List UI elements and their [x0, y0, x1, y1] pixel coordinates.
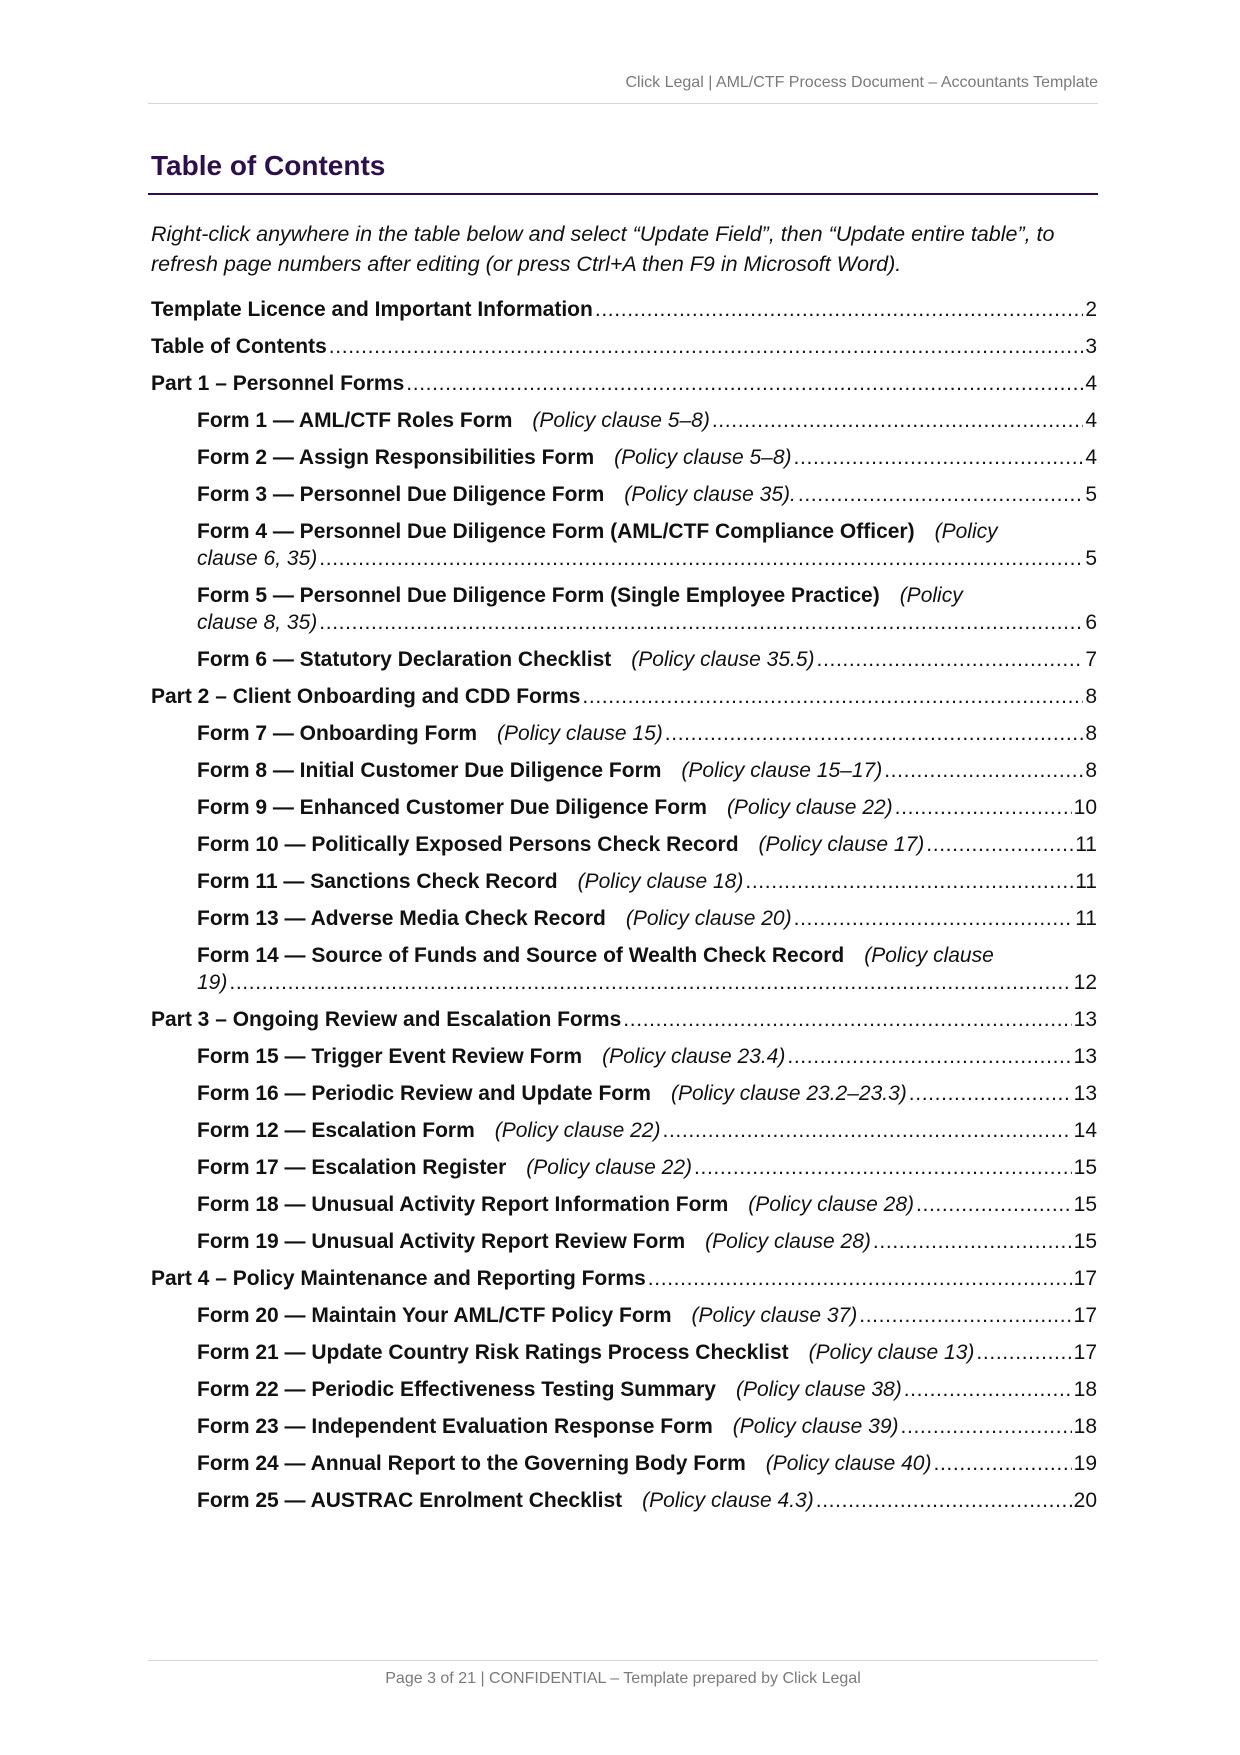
toc-entry-line	[197, 1228, 1097, 1255]
toc-form-entry[interactable]	[197, 757, 1097, 784]
toc-entry-title: Form 2 — Assign Responsibilities Form	[197, 446, 595, 469]
toc-entry-title: Part 4 – Policy Maintenance and Reporting Forms	[151, 1267, 646, 1290]
toc-entry-clause: clause 6, 35)	[197, 547, 318, 570]
toc-entry-line	[197, 545, 1097, 572]
toc-form-entry[interactable]	[197, 582, 1097, 636]
toc-entry-clause: (Policy clause 35.5)	[631, 648, 815, 671]
dot-leader	[319, 545, 1083, 572]
toc-entry-page-number: 8	[1085, 722, 1097, 745]
toc-entry-clause: (Policy clause 4.3)	[642, 1489, 814, 1512]
toc-entry-label	[151, 370, 404, 397]
toc-part-entry[interactable]	[151, 333, 1097, 360]
toc-entry-line	[197, 1376, 1097, 1403]
toc-entry-title: Form 17 — Escalation Register	[197, 1156, 507, 1179]
toc-form-entry[interactable]	[197, 905, 1097, 932]
toc-entry-line	[197, 1154, 1097, 1181]
toc-entry-page-number: 11	[1075, 870, 1097, 893]
toc-entry-clause: 19)	[197, 971, 228, 994]
dot-leader	[648, 1265, 1072, 1292]
toc-entry-line	[197, 481, 1097, 508]
toc-entry-clause: (Policy clause 20)	[625, 907, 792, 930]
toc-entry-label	[197, 1413, 899, 1440]
toc-entry-title: Part 1 – Personnel Forms	[151, 372, 405, 395]
toc-entry-page-number: 4	[1085, 409, 1097, 432]
dot-leader	[229, 969, 1071, 996]
dot-leader	[873, 1228, 1072, 1255]
toc-entry-page-number: 6	[1085, 611, 1097, 634]
toc-entry-page-number: 19	[1073, 1452, 1097, 1475]
toc-entry-page-number: 15	[1073, 1193, 1097, 1216]
toc-entry-page-number: 13	[1073, 1082, 1097, 1105]
toc-entry-line	[197, 1117, 1097, 1144]
toc-entry-title: Form 20 — Maintain Your AML/CTF Policy Form	[197, 1304, 672, 1327]
toc-entry-line	[197, 720, 1097, 747]
toc-entry-label	[197, 1487, 814, 1514]
dot-leader	[926, 831, 1073, 858]
toc-entry-clause: (Policy clause 15–17)	[681, 759, 883, 782]
toc-entry-page-number: 5	[1085, 547, 1097, 570]
toc-part-entry[interactable]	[151, 1006, 1097, 1033]
toc-entry-clause: (Policy clause 22)	[494, 1119, 661, 1142]
toc-entry-title: Form 1 — AML/CTF Roles Form	[197, 409, 513, 432]
dot-leader	[319, 609, 1083, 636]
toc-form-entry[interactable]	[197, 1413, 1097, 1440]
toc-entry-label	[197, 969, 227, 996]
toc-form-entry[interactable]	[197, 518, 1097, 572]
toc-entry-label	[197, 1117, 660, 1144]
toc-entry-label	[197, 444, 792, 471]
toc-entry-label	[197, 831, 924, 858]
toc-entry-line	[151, 683, 1097, 710]
toc-entry-page-number: 17	[1073, 1267, 1097, 1290]
toc-entry-first-line	[197, 942, 1097, 969]
dot-leader	[662, 1117, 1071, 1144]
toc-entry-line	[197, 1487, 1097, 1514]
toc-entry-line	[197, 1339, 1097, 1366]
toc-entry-title: Form 19 — Unusual Activity Report Review Form	[197, 1230, 686, 1253]
toc-entry-label	[197, 1450, 931, 1477]
toc-entry-clause: (Policy clause 13)	[808, 1341, 975, 1364]
dot-leader	[816, 1487, 1072, 1514]
dot-leader	[884, 757, 1083, 784]
dot-leader	[904, 1376, 1072, 1403]
dot-leader	[623, 1006, 1071, 1033]
toc-entry-page-number: 4	[1085, 372, 1097, 395]
toc-form-entry[interactable]	[197, 942, 1097, 996]
toc-entry-label	[197, 720, 663, 747]
toc-entry-label	[197, 794, 893, 821]
page-header: Click Legal | AML/CTF Process Document – Accountants Template	[625, 74, 1098, 91]
toc-form-entry[interactable]	[197, 1450, 1097, 1477]
toc-entry-label	[197, 757, 882, 784]
toc-form-entry[interactable]	[197, 1302, 1097, 1329]
page-title: Table of Contents	[151, 150, 386, 181]
toc-entry-clause: (Policy clause 5–8)	[614, 446, 792, 469]
toc-form-entry[interactable]	[197, 444, 1097, 471]
toc-entry-clause: (Policy clause 37)	[691, 1304, 858, 1327]
dot-leader	[794, 905, 1074, 932]
toc-entry-page-number: 11	[1075, 833, 1097, 856]
toc-entry-line	[197, 757, 1097, 784]
toc-entry-clause: (Policy clause 28)	[748, 1193, 915, 1216]
toc-form-entry[interactable]	[197, 1080, 1097, 1107]
toc-entry-clause: (Policy clause 22)	[526, 1156, 693, 1179]
dot-leader	[916, 1191, 1072, 1218]
toc-form-entry[interactable]	[197, 646, 1097, 673]
toc-form-entry[interactable]	[197, 1228, 1097, 1255]
toc-entry-clause: (Policy clause 38)	[735, 1378, 902, 1401]
toc-entry-label	[197, 1154, 692, 1181]
toc-entry-line	[151, 1265, 1097, 1292]
header-divider	[148, 103, 1098, 104]
toc-entry-label	[197, 1376, 902, 1403]
toc-entry-line	[151, 370, 1097, 397]
toc-entry-page-number: 8	[1085, 759, 1097, 782]
toc-entry-title: Form 5 — Personnel Due Diligence Form (Single Employee Practice)	[197, 584, 880, 607]
toc-entry-clause: (Policy clause 28)	[705, 1230, 871, 1253]
toc-entry-title: Part 3 – Ongoing Review and Escalation Forms	[151, 1008, 622, 1031]
toc-entry-page-number: 15	[1073, 1156, 1097, 1179]
toc-entry-title: Form 4 — Personnel Due Diligence Form (AML/CTF Compliance Officer)	[197, 520, 915, 543]
toc-entry-title: Form 9 — Enhanced Customer Due Diligence Form	[197, 796, 707, 819]
toc-entry-page-number: 13	[1073, 1008, 1097, 1031]
toc-entry-title: Table of Contents	[151, 335, 327, 358]
toc-entry-label	[151, 1265, 646, 1292]
toc-entry-line	[197, 1080, 1097, 1107]
toc-entry-title: Form 12 — Escalation Form	[197, 1119, 475, 1142]
toc-entry-first-line	[197, 518, 1097, 545]
toc-entry-line	[197, 1191, 1097, 1218]
toc-entry-page-number: 7	[1085, 648, 1097, 671]
toc-entry-page-number: 10	[1073, 796, 1097, 819]
toc-entry-page-number: 12	[1073, 971, 1097, 994]
dot-leader	[694, 1154, 1072, 1181]
table-of-contents	[151, 296, 1097, 1524]
toc-entry-page-number: 5	[1085, 483, 1097, 506]
toc-entry-page-number: 20	[1073, 1489, 1097, 1512]
toc-form-entry[interactable]	[197, 1043, 1097, 1070]
toc-form-entry[interactable]	[197, 720, 1097, 747]
toc-entry-first-line	[197, 582, 1097, 609]
toc-entry-page-number: 18	[1073, 1378, 1097, 1401]
toc-entry-title: Form 22 — Periodic Effectiveness Testing Summary	[197, 1378, 716, 1401]
toc-form-entry[interactable]	[197, 1154, 1097, 1181]
toc-entry-label	[197, 1043, 785, 1070]
toc-entry-line	[197, 444, 1097, 471]
toc-entry-label	[197, 1228, 871, 1255]
toc-entry-title: Form 25 — AUSTRAC Enrolment Checklist	[197, 1489, 623, 1512]
toc-entry-title: Form 18 — Unusual Activity Report Information Form	[197, 1193, 729, 1216]
toc-entry-label	[197, 1302, 857, 1329]
toc-form-entry[interactable]	[197, 794, 1097, 821]
footer-divider	[148, 1660, 1098, 1661]
toc-entry-clause: (Policy clause 22)	[726, 796, 893, 819]
toc-form-entry[interactable]	[197, 831, 1097, 858]
toc-entry-clause: (Policy clause	[864, 944, 994, 967]
toc-entry-page-number: 4	[1085, 446, 1097, 469]
toc-instructions: Right-click anywhere in the table below and select “Update Field”, then “Update entire table”, to refresh page numbers after editing (or press Ctrl+A then F9 in Microsoft Word).	[151, 222, 1055, 276]
toc-entry-label	[197, 545, 317, 572]
dot-leader	[712, 407, 1083, 434]
dot-leader	[745, 868, 1073, 895]
toc-entry-line	[197, 1302, 1097, 1329]
toc-entry-line	[151, 1006, 1097, 1033]
toc-entry-clause: (Policy clause 40)	[765, 1452, 932, 1475]
toc-entry-label	[197, 609, 317, 636]
dot-leader	[895, 794, 1072, 821]
toc-entry-clause: (Policy clause 18)	[577, 870, 744, 893]
toc-entry-clause: (Policy clause 39)	[732, 1415, 899, 1438]
toc-entry-label	[197, 1080, 907, 1107]
dot-leader	[909, 1080, 1072, 1107]
toc-entry-title: Form 15 — Trigger Event Review Form	[197, 1045, 583, 1068]
toc-form-entry[interactable]	[197, 1117, 1097, 1144]
toc-form-entry[interactable]	[197, 1376, 1097, 1403]
toc-part-entry[interactable]	[151, 370, 1097, 397]
title-underline	[148, 193, 1098, 195]
toc-entry-label	[197, 646, 815, 673]
toc-entry-line	[197, 609, 1097, 636]
toc-entry-title: Form 16 — Periodic Review and Update Form	[197, 1082, 651, 1105]
toc-entry-title: Form 3 — Personnel Due Diligence Form	[197, 483, 605, 506]
dot-leader	[329, 333, 1084, 360]
toc-entry-line	[197, 1043, 1097, 1070]
toc-entry-line	[151, 296, 1097, 323]
toc-entry-clause: (Policy clause 17)	[758, 833, 925, 856]
page-footer: Page 3 of 21 | CONFIDENTIAL – Template prepared by Click Legal	[385, 1670, 861, 1687]
toc-form-entry[interactable]	[197, 481, 1097, 508]
toc-part-entry[interactable]	[151, 1265, 1097, 1292]
toc-entry-title: Template Licence and Important Information	[151, 298, 593, 321]
toc-form-entry[interactable]	[197, 407, 1097, 434]
toc-entry-title: Form 6 — Statutory Declaration Checklist	[197, 648, 612, 671]
toc-entry-clause: (Policy	[899, 584, 963, 607]
toc-entry-title: Form 10 — Politically Exposed Persons Check Record	[197, 833, 739, 856]
dot-leader	[817, 646, 1084, 673]
toc-entry-title: Part 2 – Client Onboarding and CDD Forms	[151, 685, 581, 708]
dot-leader	[665, 720, 1084, 747]
toc-form-entry[interactable]	[197, 868, 1097, 895]
toc-entry-line	[197, 646, 1097, 673]
toc-entry-page-number: 15	[1073, 1230, 1097, 1253]
toc-entry-label	[197, 481, 796, 508]
toc-entry-clause: (Policy	[934, 520, 998, 543]
toc-entry-line	[197, 868, 1097, 895]
toc-entry-clause: (Policy clause 35).	[624, 483, 796, 506]
toc-entry-label	[197, 1191, 914, 1218]
toc-entry-line	[151, 333, 1097, 360]
toc-form-entry[interactable]	[197, 1339, 1097, 1366]
toc-entry-line	[197, 1413, 1097, 1440]
toc-entry-page-number: 3	[1085, 335, 1097, 358]
toc-entry-page-number: 17	[1073, 1304, 1097, 1327]
dot-leader	[406, 370, 1083, 397]
toc-entry-label	[151, 333, 327, 360]
toc-entry-title: Form 7 — Onboarding Form	[197, 722, 478, 745]
toc-entry-label	[197, 868, 743, 895]
dot-leader	[595, 296, 1083, 323]
toc-entry-page-number: 11	[1075, 907, 1097, 930]
toc-entry-line	[197, 831, 1097, 858]
toc-entry-clause: (Policy clause 5–8)	[532, 409, 710, 432]
toc-entry-label	[197, 905, 792, 932]
toc-form-entry[interactable]	[197, 1191, 1097, 1218]
toc-entry-line	[197, 1450, 1097, 1477]
toc-entry-page-number: 13	[1073, 1045, 1097, 1068]
dot-leader	[798, 481, 1083, 508]
toc-entry-label	[197, 407, 710, 434]
toc-entry-line	[197, 407, 1097, 434]
toc-entry-clause: clause 8, 35)	[197, 611, 318, 634]
toc-entry-page-number: 14	[1073, 1119, 1097, 1142]
dot-leader	[794, 444, 1084, 471]
dot-leader	[859, 1302, 1071, 1329]
dot-leader	[976, 1339, 1071, 1366]
toc-entry-line	[197, 969, 1097, 996]
dot-leader	[933, 1450, 1071, 1477]
toc-entry-label	[151, 296, 593, 323]
toc-form-entry[interactable]	[197, 1487, 1097, 1514]
toc-entry-title: Form 13 — Adverse Media Check Record	[197, 907, 606, 930]
toc-entry-title: Form 14 — Source of Funds and Source of Wealth Check Record	[197, 944, 845, 967]
toc-entry-page-number: 18	[1073, 1415, 1097, 1438]
toc-entry-page-number: 17	[1073, 1341, 1097, 1364]
toc-part-entry[interactable]	[151, 296, 1097, 323]
toc-entry-title: Form 8 — Initial Customer Due Diligence Form	[197, 759, 662, 782]
toc-entry-line	[197, 794, 1097, 821]
dot-leader	[901, 1413, 1072, 1440]
toc-entry-title: Form 21 — Update Country Risk Ratings Process Checklist	[197, 1341, 789, 1364]
toc-entry-title: Form 24 — Annual Report to the Governing Body Form	[197, 1452, 746, 1475]
toc-entry-label	[151, 1006, 621, 1033]
toc-entry-line	[197, 905, 1097, 932]
toc-entry-clause: (Policy clause 23.4)	[602, 1045, 786, 1068]
toc-entry-title: Form 23 — Independent Evaluation Response Form	[197, 1415, 713, 1438]
dot-leader	[787, 1043, 1071, 1070]
toc-entry-label	[197, 1339, 974, 1366]
toc-entry-page-number: 8	[1085, 685, 1097, 708]
toc-entry-label	[151, 683, 580, 710]
toc-entry-title: Form 11 — Sanctions Check Record	[197, 870, 558, 893]
toc-entry-clause: (Policy clause 15)	[497, 722, 663, 745]
toc-entry-clause: (Policy clause 23.2–23.3)	[670, 1082, 907, 1105]
toc-entry-page-number: 2	[1085, 298, 1097, 321]
toc-part-entry[interactable]	[151, 683, 1097, 710]
dot-leader	[582, 683, 1083, 710]
